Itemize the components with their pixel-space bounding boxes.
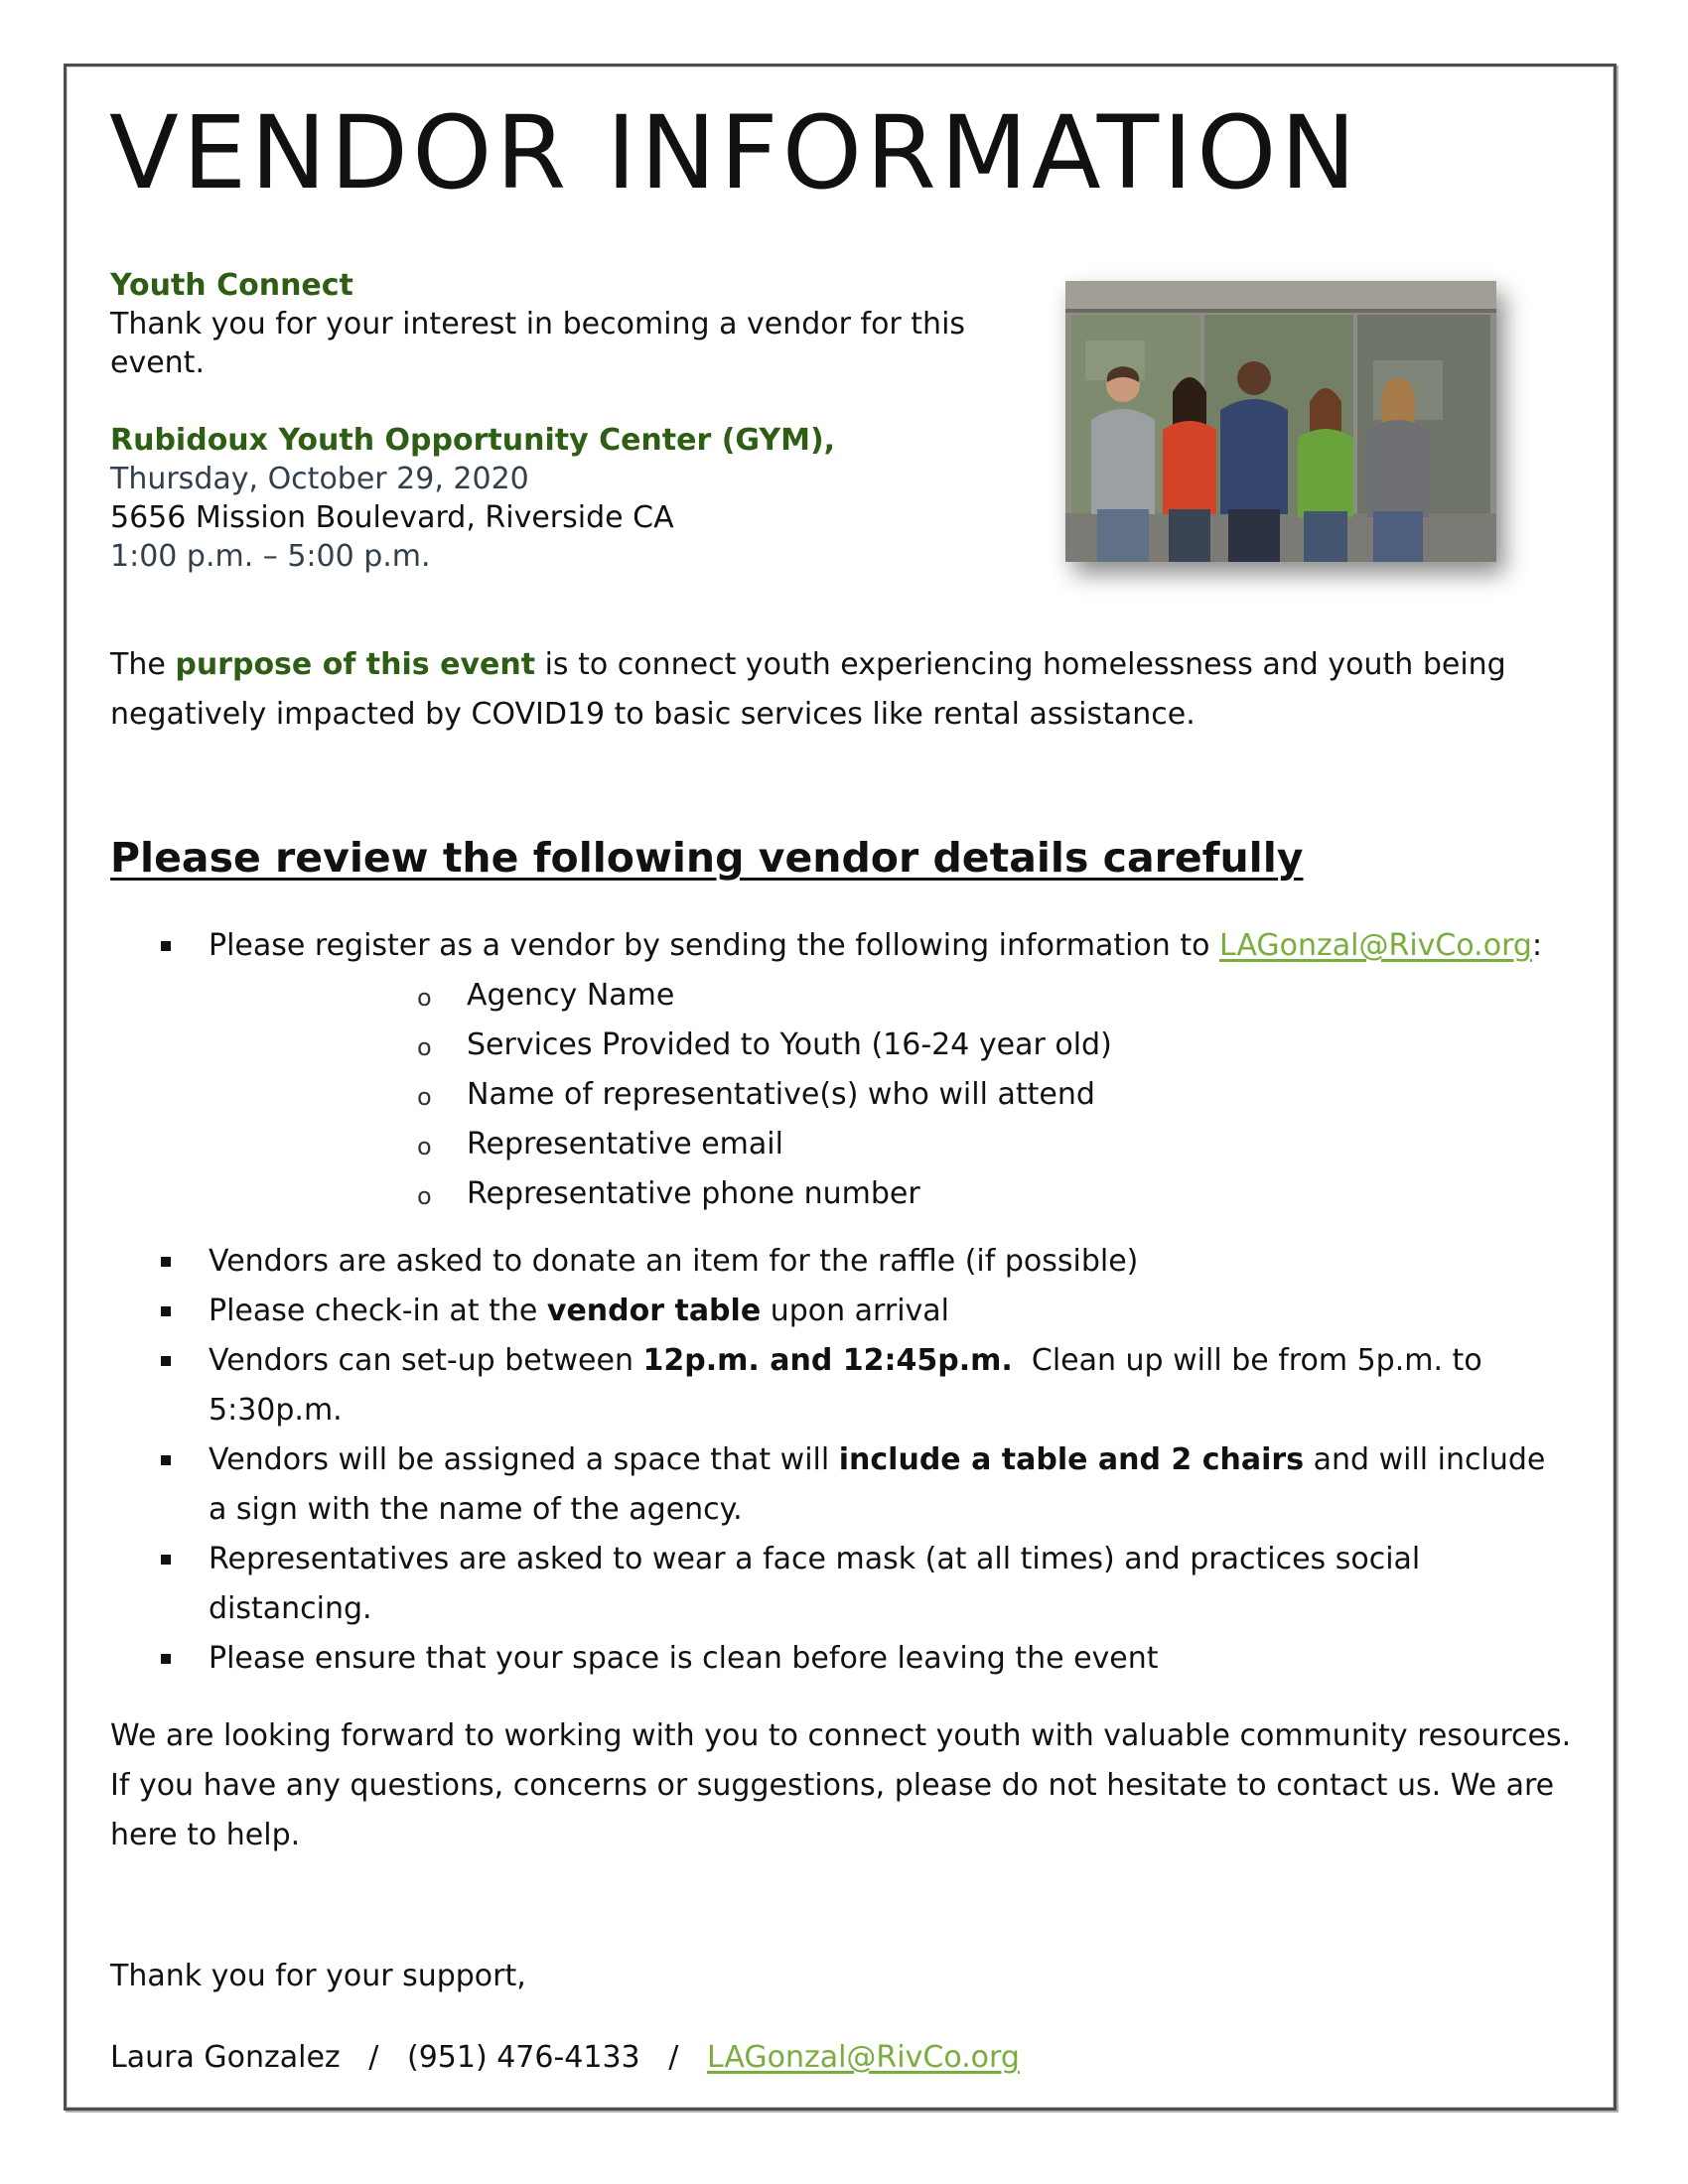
contact-line (110, 2033, 1020, 2083)
page-title: VENDOR INFORMATION (109, 94, 1360, 212)
setup-item (149, 1336, 1549, 1435)
setup-bold: 12p.m. and 12:45p.m. (642, 1343, 1013, 1378)
list-item: o Representative phone number (467, 1169, 1549, 1219)
purpose-rest: is to connect youth experiencing homelessness and youth being negatively impacted by COVID19 to basic services like rental assistance. (110, 647, 1506, 732)
register-item (149, 921, 1549, 1219)
event-name: Youth Connect (110, 268, 353, 303)
register-suffix: : (1531, 928, 1543, 963)
checkin-item (149, 1287, 1549, 1336)
closing-paragraph: We are looking forward to working with you to connect youth with valuable community resources. If you have any questions, concerns or suggestions, please do not hesitate to contact us. We are here to help. (110, 1718, 1572, 1852)
checkin-post: upon arrival (761, 1294, 950, 1328)
event-venue: Rubidoux Youth Opportunity Center (GYM), (110, 423, 836, 458)
details-list (149, 921, 1549, 1684)
purpose-highlight: purpose of this event (175, 647, 536, 682)
list-item: o Representative email (467, 1120, 1549, 1169)
contact-phone: (951) 476-4133 (406, 2040, 640, 2075)
checkin-bold: vendor table (546, 1294, 762, 1328)
event-date: Thursday, October 29, 2020 (110, 462, 529, 496)
contact-email-link[interactable]: LAGonzal@RivCo.org (706, 2040, 1020, 2075)
intro-line-2: event. (110, 345, 205, 380)
setup-post: Clean up will be from 5p.m. to 5:30p.m. (209, 1343, 1492, 1428)
event-address: 5656 Mission Boulevard, Riverside CA (110, 500, 674, 535)
intro-line-1: Thank you for your interest in becoming a vendor for this (110, 307, 966, 341)
list-item: o Services Provided to Youth (16-24 year old) (467, 1021, 1549, 1070)
clean-item: Please ensure that your space is clean before leaving the event (149, 1634, 1549, 1684)
setup-pre: Vendors can set-up between (209, 1343, 643, 1378)
details-heading: Please review the following vendor details carefully (110, 834, 1304, 882)
register-requirements (209, 971, 1549, 1219)
separator: / (639, 2040, 707, 2075)
purpose-text (110, 640, 1580, 740)
space-item (149, 1435, 1549, 1535)
list-item: o Agency Name (467, 971, 1549, 1021)
signoff: Thank you for your support, (110, 1959, 526, 1993)
space-pre: Vendors will be assigned a space that will (209, 1442, 839, 1477)
event-time: 1:00 p.m. – 5:00 p.m. (110, 539, 431, 574)
register-text: Please register as a vendor by sending the following information to (209, 928, 1219, 963)
list-item: o Name of representative(s) who will attend (467, 1070, 1549, 1120)
event-info (110, 266, 984, 576)
raffle-item: Vendors are asked to donate an item for the raffle (if possible) (149, 1237, 1549, 1287)
register-email-link[interactable]: LAGonzal@RivCo.org (1219, 928, 1532, 963)
youth-group-photo (1065, 281, 1496, 562)
mask-item: Representatives are asked to wear a face mask (at all times) and practices social distancing. (149, 1535, 1549, 1634)
separator: / (340, 2040, 407, 2075)
checkin-pre: Please check-in at the (209, 1294, 547, 1328)
space-bold: include a table and 2 chairs (838, 1442, 1305, 1477)
contact-name: Laura Gonzalez (110, 2040, 341, 2075)
purpose-lead: The (110, 647, 176, 682)
space-post: and will include a sign with the name of the agency. (209, 1442, 1546, 1527)
